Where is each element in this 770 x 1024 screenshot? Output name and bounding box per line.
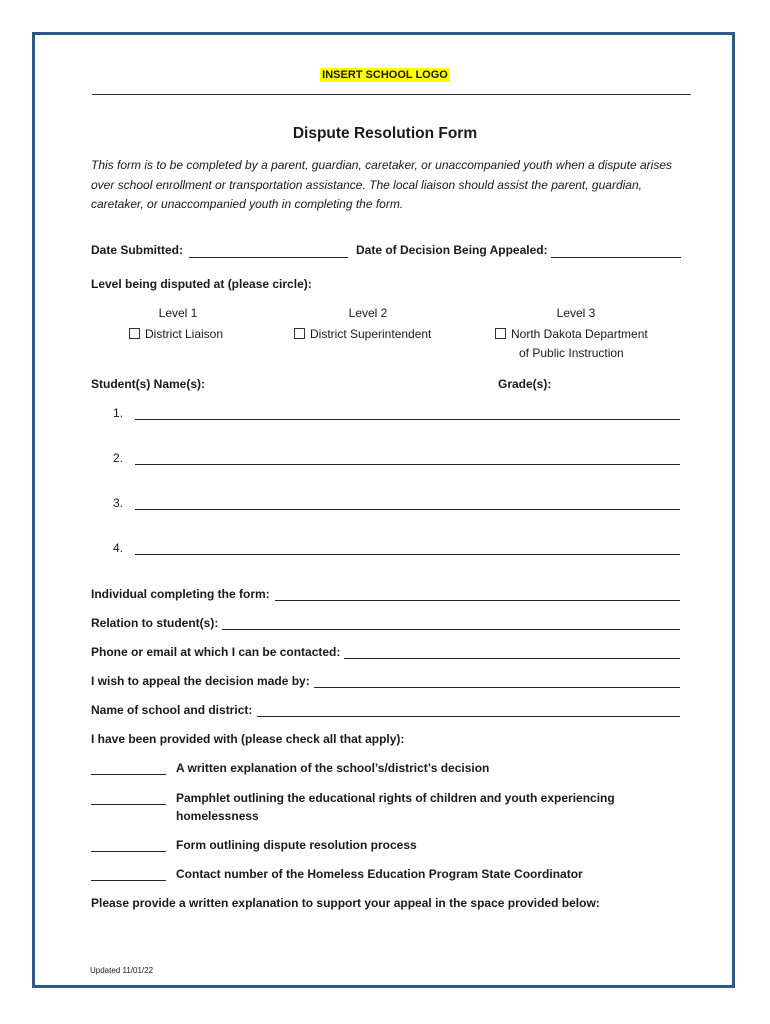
updated-date: Updated 11/01/22	[90, 966, 154, 975]
date-submitted-field[interactable]	[189, 257, 348, 258]
student-number: 4.	[113, 541, 124, 555]
relation-label: Relation to student(s):	[91, 616, 219, 630]
check-blank-2[interactable]	[91, 804, 166, 805]
grades-label: Grade(s):	[498, 377, 552, 391]
provided-item-2: Pamphlet outlining the educational rights of children and youth experiencing	[176, 791, 615, 805]
contact-info-field[interactable]	[344, 658, 680, 659]
appeal-explanation-prompt: Please provide a written explanation to support your appeal in the space provided below:	[91, 896, 600, 910]
level-3-option[interactable]: North Dakota Department	[495, 327, 648, 341]
level-3-heading: Level 3	[556, 306, 596, 320]
date-submitted-label: Date Submitted:	[91, 243, 184, 257]
student-line-1[interactable]	[135, 419, 680, 420]
level-1-heading: Level 1	[158, 306, 198, 320]
relation-field[interactable]	[222, 629, 680, 630]
school-logo-placeholder: INSERT SCHOOL LOGO	[322, 69, 448, 81]
student-number: 1.	[113, 406, 124, 420]
form-instructions: This form is to be completed by a parent, guardian, caretaker, or unaccompanied youth when a dispute arises over school enrollment or transportation assistance. The local liaison should assist the parent, guardian, caretaker, or unaccompanied youth in completing the form.	[91, 158, 672, 211]
date-decision-label: Date of Decision Being Appealed:	[356, 243, 548, 257]
date-decision-field[interactable]	[551, 257, 681, 258]
level-2-option[interactable]: District Superintendent	[294, 327, 431, 341]
appeal-decision-by-field[interactable]	[314, 687, 680, 688]
appeal-decision-by-label: I wish to appeal the decision made by:	[91, 674, 310, 688]
student-line-2[interactable]	[135, 464, 680, 465]
checkbox[interactable]	[294, 328, 305, 339]
school-district-label: Name of school and district:	[91, 703, 253, 717]
student-number: 2.	[113, 451, 124, 465]
level-3-option-continued: of Public Instruction	[519, 346, 624, 360]
check-blank-4[interactable]	[91, 880, 166, 881]
level-prompt: Level being disputed at (please circle):	[91, 277, 312, 291]
provided-prompt: I have been provided with (please check all that apply):	[91, 732, 405, 746]
check-blank-3[interactable]	[91, 851, 166, 852]
provided-item-3: Form outlining dispute resolution process	[176, 838, 417, 852]
school-district-field[interactable]	[257, 716, 680, 717]
student-names-label: Student(s) Name(s):	[91, 377, 206, 391]
provided-item-4: Contact number of the Homeless Education Program State Coordinator	[176, 867, 583, 881]
student-line-4[interactable]	[135, 554, 680, 555]
student-number: 3.	[113, 496, 124, 510]
checkbox[interactable]	[495, 328, 506, 339]
provided-item-2-continued: homelessness	[176, 809, 259, 823]
form-title: Dispute Resolution Form	[292, 125, 478, 142]
level-1-option[interactable]: District Liaison	[129, 327, 223, 341]
level-2-heading: Level 2	[348, 306, 388, 320]
provided-item-1: A written explanation of the school’s/district’s decision	[176, 761, 490, 775]
check-blank-1[interactable]	[91, 774, 166, 775]
checkbox[interactable]	[129, 328, 140, 339]
student-line-3[interactable]	[135, 509, 680, 510]
contact-info-label: Phone or email at which I can be contacted:	[91, 645, 341, 659]
individual-completing-label: Individual completing the form:	[91, 587, 270, 601]
header-rule	[92, 94, 691, 95]
individual-completing-field[interactable]	[275, 600, 680, 601]
